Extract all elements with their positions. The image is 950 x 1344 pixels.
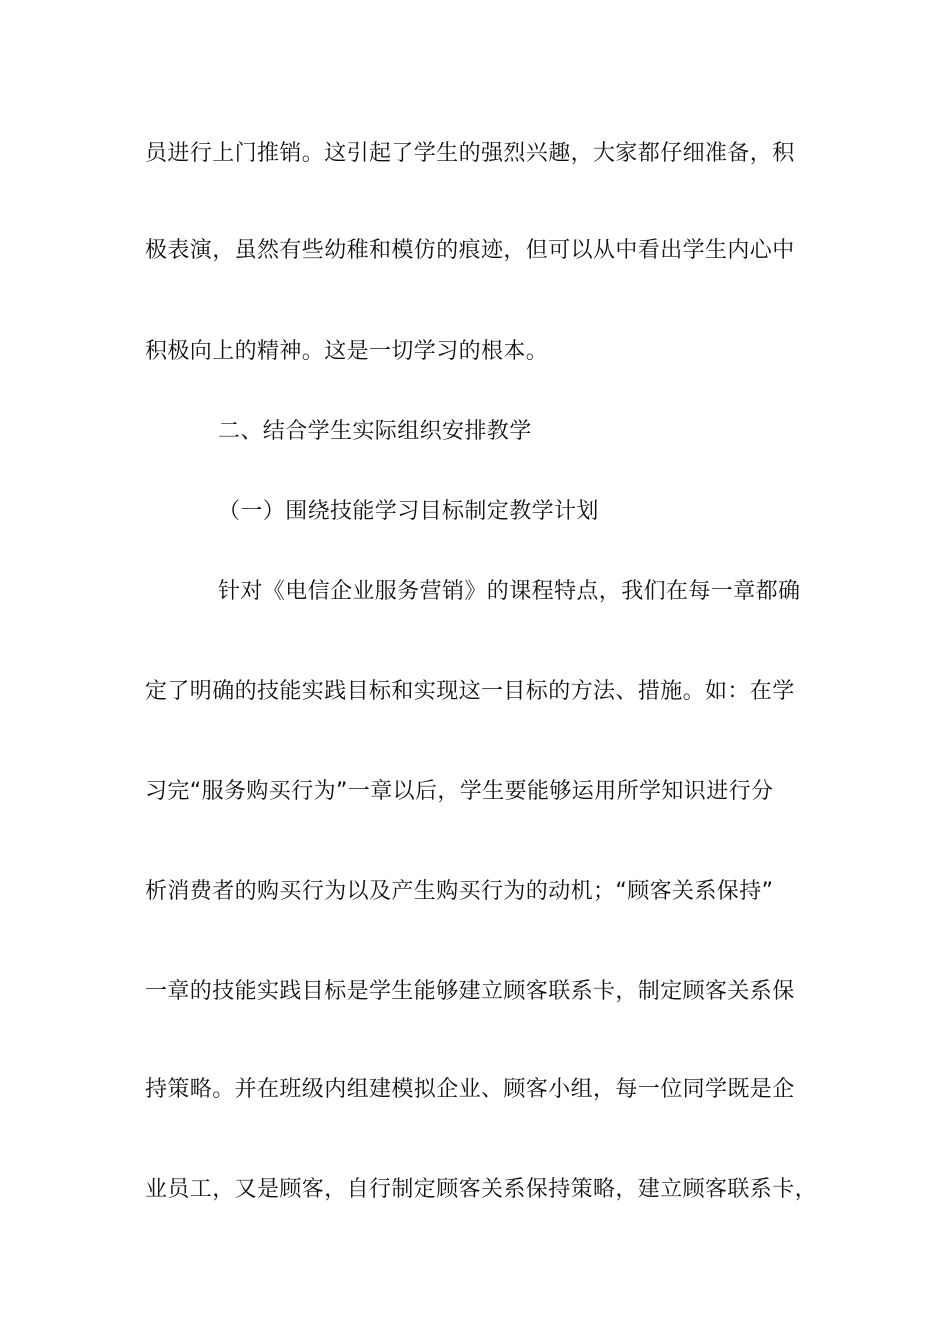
paragraph-line: 针对《电信企业服务营销》的课程特点，我们在每一章都确	[218, 579, 801, 604]
paragraph-line: 定了明确的技能实践目标和实现这一目标的方法、措施。如：在学	[145, 679, 795, 704]
paragraph-line: 业员工，又是顾客，自行制定顾客关系保持策略，建立顾客联系卡，	[145, 1177, 818, 1202]
paragraph-line: 持策略。并在班级内组建模拟企业、顾客小组，每一位同学既是企	[145, 1077, 795, 1102]
paragraph-line: 积极向上的精神。这是一切学习的根本。	[145, 339, 549, 364]
paragraph-line: 一章的技能实践目标是学生能够建立顾客联系卡，制定顾客关系保	[145, 979, 795, 1004]
paragraph-line: 员进行上门推销。这引起了学生的强烈兴趣，大家都仔细准备，积	[145, 141, 795, 166]
paragraph-line: 习完“服务购买行为”一章以后，学生要能够运用所学知识进行分	[145, 779, 774, 804]
section-heading: 二、结合学生实际组织安排教学	[218, 419, 532, 444]
paragraph-line: 极表演，虽然有些幼稚和模仿的痕迹，但可以从中看出学生内心中	[145, 238, 795, 263]
subsection-heading: （一）围绕技能学习目标制定教学计划	[218, 499, 599, 524]
paragraph-line: 析消费者的购买行为以及产生购买行为的动机；“顾客关系保持”	[145, 879, 774, 904]
